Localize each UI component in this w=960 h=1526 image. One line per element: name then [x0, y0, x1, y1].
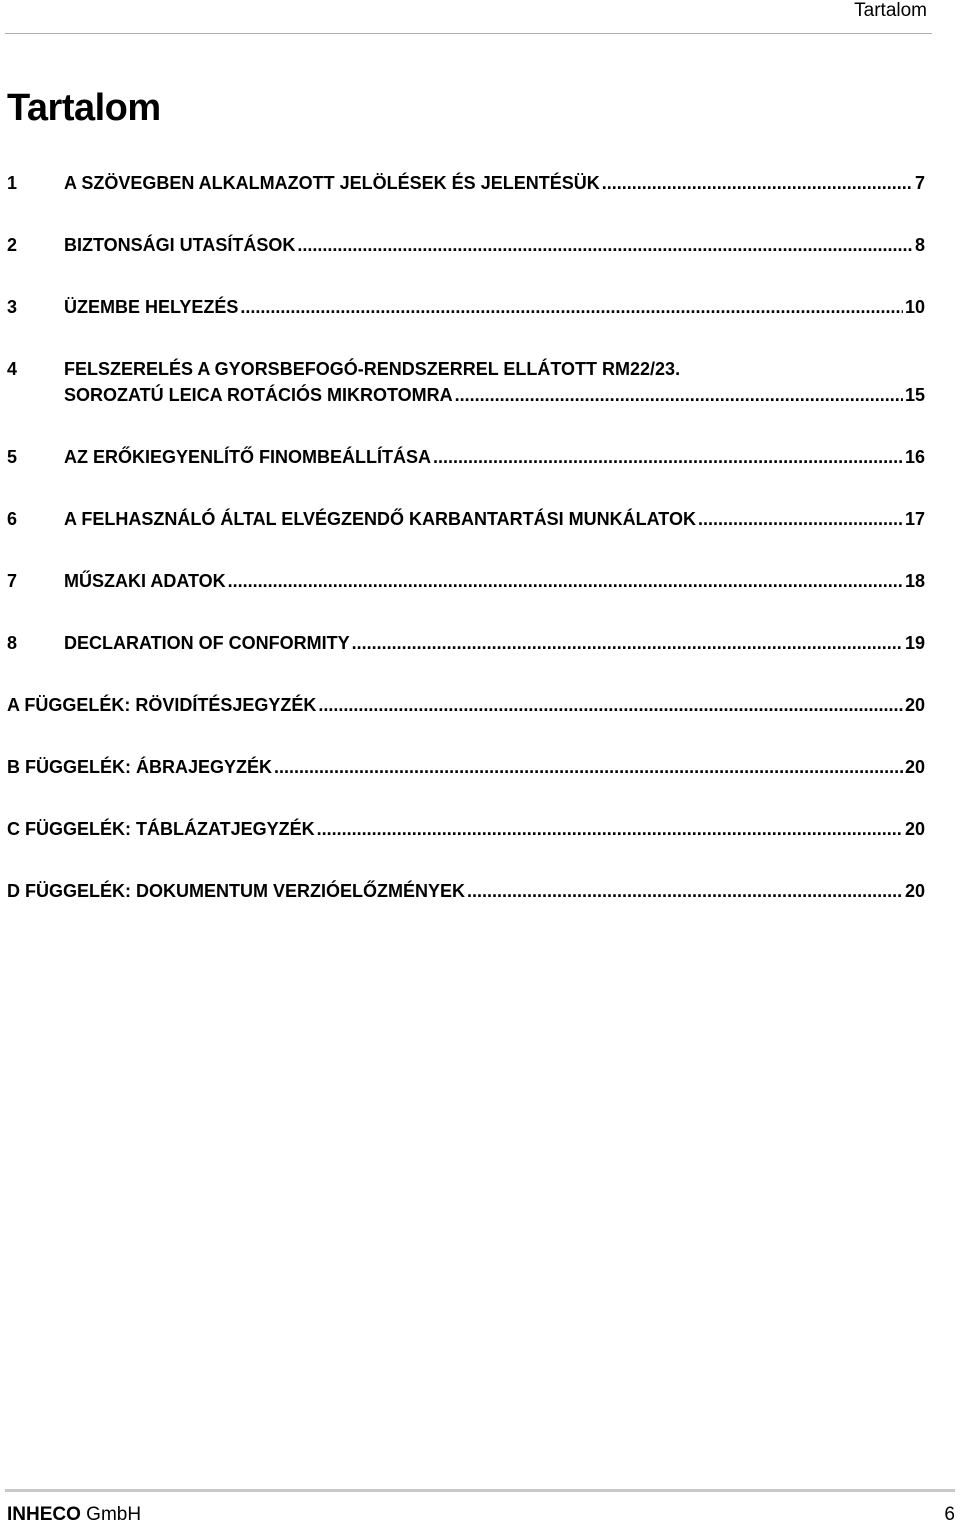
toc-entry[interactable] [7, 754, 925, 780]
toc-entry-page: 15 [904, 385, 925, 405]
toc-entry-title: A FÜGGELÉK: RÖVIDÍTÉSJEGYZÉK [7, 695, 317, 715]
toc-entry-page: 20 [904, 819, 925, 839]
toc-entry-title: C FÜGGELÉK: TÁBLÁZATJEGYZÉK [7, 819, 315, 839]
toc-entry-page: 20 [904, 695, 925, 715]
toc-dot-leader [455, 382, 903, 408]
footer-divider [5, 1489, 955, 1492]
toc-entry-page: 20 [904, 757, 925, 777]
toc-dot-leader [228, 568, 903, 594]
toc-entry-number: 8 [7, 633, 18, 653]
toc-entry[interactable] [7, 232, 925, 258]
toc-dot-leader [240, 294, 903, 320]
toc-entry-number: 2 [7, 235, 18, 255]
toc-entry-page: 7 [914, 173, 925, 193]
toc-entry[interactable] [7, 692, 925, 718]
toc-entry-page: 19 [904, 633, 925, 653]
toc-entry[interactable] [7, 630, 925, 656]
toc-entry[interactable] [7, 294, 925, 320]
header-section-label: Tartalom [854, 0, 927, 21]
toc-entry-number: 7 [7, 571, 18, 591]
toc-entry-page: 10 [904, 297, 925, 317]
toc-entry-number: 1 [7, 173, 18, 193]
toc-dot-leader [318, 692, 903, 718]
toc-entry-title: A FELHASZNÁLÓ ÁLTAL ELVÉGZENDŐ KARBANTARTÁSI MUNKÁLATOK [64, 509, 696, 529]
toc-entry-title: D FÜGGELÉK: DOKUMENTUM VERZIÓELŐZMÉNYEK [7, 881, 465, 901]
toc-dot-leader [698, 506, 903, 532]
toc-dot-leader [433, 444, 903, 470]
toc-entry[interactable] [7, 170, 925, 196]
toc-dot-leader [274, 754, 903, 780]
toc-entry-title: BIZTONSÁGI UTASÍTÁSOK [64, 235, 296, 255]
toc-dot-leader [467, 878, 903, 904]
toc-entry-page: 18 [904, 571, 925, 591]
toc-entry-page: 20 [904, 881, 925, 901]
toc-entry-number: 5 [7, 447, 18, 467]
toc-entry-title: MŰSZAKI ADATOK [64, 571, 226, 591]
toc-entry-title: SOROZATÚ LEICA ROTÁCIÓS MIKROTOMRA [64, 385, 453, 405]
toc-entry[interactable] [7, 568, 925, 594]
toc-entry-title: DECLARATION OF CONFORMITY [64, 633, 350, 653]
toc-entry-title: AZ ERŐKIEGYENLÍTŐ FINOMBEÁLLÍTÁSA [64, 447, 431, 467]
footer-company-suffix: GmbH [80, 1504, 142, 1525]
toc-entry-title: A SZÖVEGBEN ALKALMAZOTT JELÖLÉSEK ÉS JELENTÉSÜK [64, 173, 600, 193]
toc-entry-number: 6 [7, 509, 18, 529]
toc-dot-leader [297, 232, 913, 258]
toc-entry[interactable] [7, 356, 925, 408]
toc-entry-page: 17 [904, 509, 925, 529]
toc-entry[interactable] [7, 444, 925, 470]
footer-brand: INHECO [7, 1504, 81, 1525]
toc-entry-page: 16 [904, 447, 925, 467]
toc-dot-leader [602, 170, 913, 196]
footer-page-number: 6 [944, 1504, 955, 1525]
footer-company [7, 1504, 141, 1526]
toc-entry-title: ÜZEMBE HELYEZÉS [64, 297, 239, 317]
toc-entry-number: 3 [7, 297, 18, 317]
toc-entry-title: FELSZERELÉS A GYORSBEFOGÓ-RENDSZERREL ELLÁTOTT RM22/23. [64, 359, 681, 379]
toc-entry-title: B FÜGGELÉK: ÁBRAJEGYZÉK [7, 757, 273, 777]
toc-entry[interactable] [7, 878, 925, 904]
header-divider [5, 33, 932, 34]
toc-entry-number: 4 [7, 359, 18, 379]
toc-dot-leader [317, 816, 903, 842]
toc-dot-leader [352, 630, 903, 656]
toc-entry[interactable] [7, 816, 925, 842]
toc-entry-page: 8 [914, 235, 925, 255]
toc-entry[interactable] [7, 506, 925, 532]
page-title: Tartalom [7, 87, 161, 129]
